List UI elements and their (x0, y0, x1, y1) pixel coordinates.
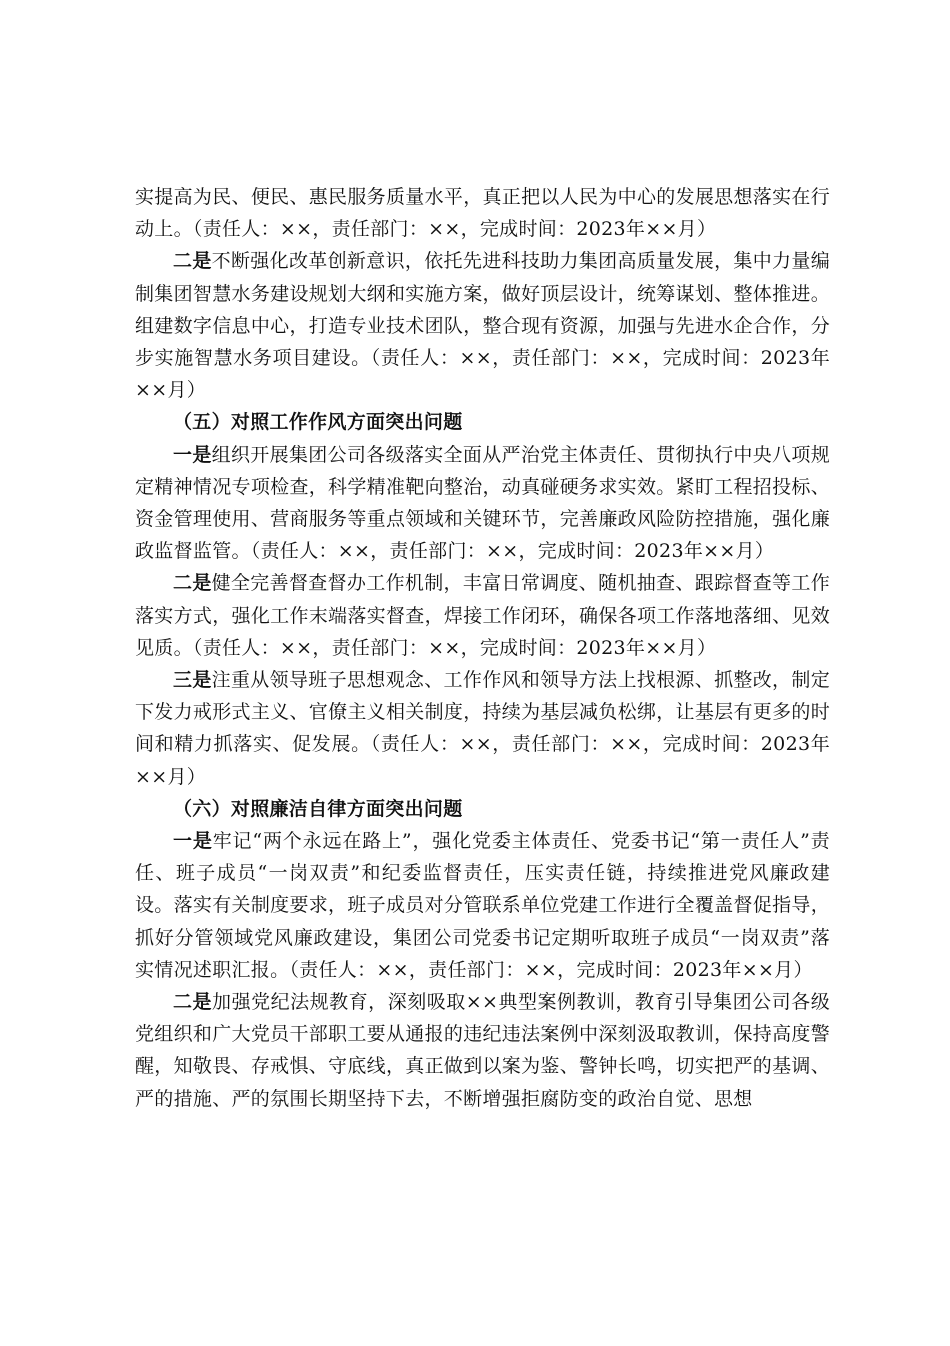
paragraph-item (135, 986, 830, 1115)
paragraph-text: 健全完善督查督办工作机制，丰富日常调度、随机抽查、跟踪督查等工作落实方式，强化工作末端落实督查，焊接工作闭环，确保各项工作落地落细、见效见质。（责任人：××，责任部门：××，完成时间：2023年××月） (135, 572, 830, 659)
section-heading-six: （六）对照廉洁自律方面突出问题 (173, 797, 463, 820)
section-heading-five: （五）对照工作作风方面突出问题 (173, 411, 463, 434)
paragraph-item (135, 664, 830, 793)
paragraph-text: 实提高为民、便民、惠民服务质量水平，真正把以人民为中心的发展思想落实在行动上。（责任人：××，责任部门：××，完成时间：2023年××月） (135, 186, 830, 241)
paragraph-lead: 二是 (173, 250, 212, 273)
paragraph-item (135, 439, 830, 568)
paragraph-lead: 三是 (173, 669, 212, 692)
paragraph-lead: 二是 (173, 991, 213, 1014)
paragraph-text: 注重从领导班子思想观念、工作作风和领导方法上找根源、抓整改，制定下发力戒形式主义、官僚主义相关制度，持续为基层减负松绑，让基层有更多的时间和精力抓落实、促发展。（责任人：××，责任部门：××，完成时间：2023年××月） (135, 669, 830, 788)
paragraph-text: 组织开展集团公司各级落实全面从严治党主体责任、贯彻执行中央八项规定精神情况专项检查，科学精准靶向整治，动真碰硬务求实效。紧盯工程招投标、资金管理使用、营商服务等重点领域和关键环节，完善廉政风险防控措施，强化廉政监督监管。（责任人：××，责任部门：××，完成时间：2023年××月） (135, 443, 830, 563)
paragraph-item (135, 825, 830, 986)
paragraph-item (135, 245, 830, 406)
paragraph-continued (135, 181, 830, 245)
paragraph-lead: 一是 (173, 443, 212, 466)
paragraph-text: 牢记“两个永远在路上”，强化党委主体责任、党委书记“第一责任人”责任、班子成员“一岗双责”和纪委监督责任，压实责任链，持续推进党风廉政建设。落实有关制度要求，班子成员对分管联系单位党建工作进行全覆盖督促指导，抓好分管领域党风廉政建设，集团公司党委书记定期听取班子成员“一岗双责”落实情况述职汇报。（责任人：××，责任部门：××，完成时间：2023年××月） (135, 830, 830, 981)
document-body (135, 181, 830, 1115)
paragraph-text: 加强党纪法规教育，深刻吸取××典型案例教训，教育引导集团公司各级党组织和广大党员干部职工要从通报的违纪违法案例中深刻汲取教训，保持高度警醒，知敬畏、存戒惧、守底线，真正做到以案为鉴、警钟长鸣，切实把严的基调、严的措施、严的氛围长期坚持下去，不断增强拒腐防变的政治自觉、思想 (135, 991, 830, 1110)
paragraph-item (135, 567, 830, 664)
paragraph-text: 不断强化改革创新意识，依托先进科技助力集团高质量发展，集中力量编制集团智慧水务建设规划大纲和实施方案，做好顶层设计，统筹谋划、整体推进。组建数字信息中心，打造专业技术团队，整合现有资源，加强与先进水企合作，分步实施智慧水务项目建设。（责任人：××，责任部门：××，完成时间：2023年××月） (135, 250, 830, 402)
paragraph-lead: 一是 (173, 830, 213, 853)
paragraph-lead: 二是 (173, 572, 212, 595)
